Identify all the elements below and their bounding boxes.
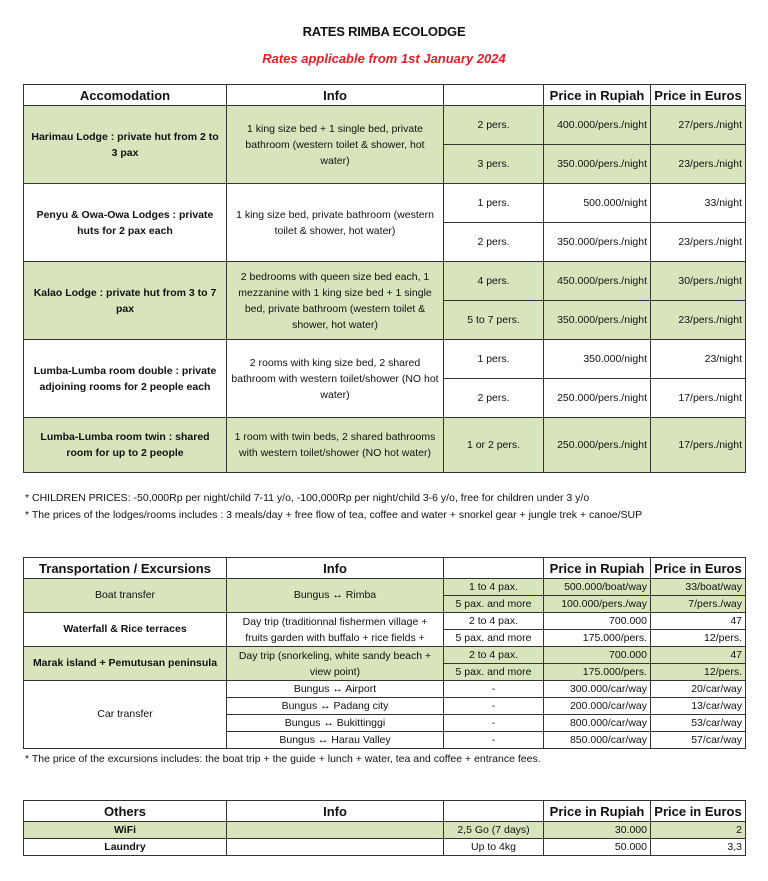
header-transport: Transportation / Excursions xyxy=(24,558,227,579)
price-euros: 23/pers./night xyxy=(651,223,746,262)
service-name: WiFi xyxy=(24,822,227,839)
transport-header-row xyxy=(24,558,746,579)
price-euros: 57/car/way xyxy=(651,732,746,749)
excursion-info: Day trip (traditionnal fishermen village + fruits garden with buffalo + rice fields + xyxy=(227,613,444,647)
table-row xyxy=(24,184,746,223)
lodge-name: Harimau Lodge : private hut from 2 to 3 pax xyxy=(24,106,227,184)
price-euros: 23/night xyxy=(651,340,746,379)
header-price-rupiah: Price in Rupiah xyxy=(544,558,651,579)
price-rupiah: 800.000/car/way xyxy=(544,715,651,732)
route-info: Bungus ↔ Padang city xyxy=(227,698,444,715)
table-row xyxy=(24,681,746,698)
price-euros: 23/pers./night xyxy=(651,301,746,340)
price-rupiah: 250.000/pers./night xyxy=(544,379,651,418)
lodge-name: Lumba-Lumba room twin : shared room for up to 2 people xyxy=(24,418,227,473)
price-rupiah: 500.000/night xyxy=(544,184,651,223)
pax: 5 pax. and more xyxy=(444,664,544,681)
lodge-inclusions-note: * The prices of the lodges/rooms includes : 3 meals/day + free flow of tea, coffee and water + snorkel gear + jungle trek + canoe/SUP xyxy=(25,509,643,521)
table-row xyxy=(24,579,746,596)
lodge-name: Lumba-Lumba room double : private adjoining rooms for 2 people each xyxy=(24,340,227,418)
pax: 2 to 4 pax. xyxy=(444,613,544,630)
price-euros: 12/pers. xyxy=(651,664,746,681)
price-euros: 23/pers./night xyxy=(651,145,746,184)
route-info: Bungus ↔ Airport xyxy=(227,681,444,698)
persons: 3 pers. xyxy=(444,145,544,184)
rates-validity-subtitle: Rates applicable from 1st January 2024 xyxy=(262,51,506,66)
price-rupiah: 450.000/pers./night xyxy=(544,262,651,301)
excursion-info: Bungus ↔ Rimba xyxy=(227,579,444,613)
persons: 2 pers. xyxy=(444,223,544,262)
table-row xyxy=(24,340,746,379)
price-euros: 13/car/way xyxy=(651,698,746,715)
accommodation-header-row xyxy=(24,85,746,106)
price-rupiah: 350.000/pers./night xyxy=(544,223,651,262)
persons: 2 pers. xyxy=(444,379,544,418)
price-euros: 53/car/way xyxy=(651,715,746,732)
price-rupiah: 200.000/car/way xyxy=(544,698,651,715)
price-rupiah: 250.000/pers./night xyxy=(544,418,651,473)
excursion-name: Boat transfer xyxy=(24,579,227,613)
price-euros: 17/pers./night xyxy=(651,379,746,418)
table-row xyxy=(24,262,746,301)
quantity: Up to 4kg xyxy=(444,839,544,856)
pax: 2 to 4 pax. xyxy=(444,647,544,664)
lodge-info: 1 king size bed + 1 single bed, private bathroom (western toilet & shower, hot water) xyxy=(227,106,444,184)
header-accommodation: Accomodation xyxy=(24,85,227,106)
excursion-name: Car transfer xyxy=(24,681,227,749)
others-header-row xyxy=(24,801,746,822)
price-rupiah: 175.000/pers. xyxy=(544,630,651,647)
price-euros: 12/pers. xyxy=(651,630,746,647)
document-title: RATES RIMBA ECOLODGE xyxy=(302,24,466,39)
price-rupiah: 700.000 xyxy=(544,647,651,664)
persons: 4 pers. xyxy=(444,262,544,301)
price-rupiah: 500.000/boat/way xyxy=(544,579,651,596)
pax: - xyxy=(444,715,544,732)
header-price-rupiah: Price in Rupiah xyxy=(544,85,651,106)
price-rupiah: 30.000 xyxy=(544,822,651,839)
pax: 5 pax. and more xyxy=(444,630,544,647)
table-row xyxy=(24,647,746,664)
price-euros: 7/pers./way xyxy=(651,596,746,613)
price-euros: 20/car/way xyxy=(651,681,746,698)
header-info: Info xyxy=(227,85,444,106)
price-euros: 33/boat/way xyxy=(651,579,746,596)
transport-table xyxy=(23,557,746,749)
price-euros: 2 xyxy=(651,822,746,839)
route-info: Bungus ↔ Bukittinggi xyxy=(227,715,444,732)
persons: 1 or 2 pers. xyxy=(444,418,544,473)
table-row xyxy=(24,839,746,856)
lodge-name: Penyu & Owa-Owa Lodges : private huts for 2 pax each xyxy=(24,184,227,262)
price-euros: 33/night xyxy=(651,184,746,223)
service-info xyxy=(227,822,444,839)
price-rupiah: 175.000/pers. xyxy=(544,664,651,681)
lodge-name: Kalao Lodge : private hut from 3 to 7 pax xyxy=(24,262,227,340)
pax: 5 pax. and more xyxy=(444,596,544,613)
price-euros: 47 xyxy=(651,647,746,664)
price-rupiah: 350.000/pers./night xyxy=(544,301,651,340)
persons: 1 pers. xyxy=(444,184,544,223)
excursion-name: Waterfall & Rice terraces xyxy=(24,613,227,647)
price-rupiah: 350.000/night xyxy=(544,340,651,379)
persons: 2 pers. xyxy=(444,106,544,145)
pax: - xyxy=(444,732,544,749)
price-rupiah: 850.000/car/way xyxy=(544,732,651,749)
header-info: Info xyxy=(227,801,444,822)
price-euros: 3,3 xyxy=(651,839,746,856)
excursion-inclusions-note: * The price of the excursions includes: the boat trip + the guide + lunch + water, tea and coffee + entrance fees. xyxy=(25,753,541,765)
price-rupiah: 350.000/pers./night xyxy=(544,145,651,184)
header-info: Info xyxy=(227,558,444,579)
pax: 1 to 4 pax. xyxy=(444,579,544,596)
price-rupiah: 300.000/car/way xyxy=(544,681,651,698)
price-rupiah: 400.000/pers./night xyxy=(544,106,651,145)
price-euros: 27/pers./night xyxy=(651,106,746,145)
header-others: Others xyxy=(24,801,227,822)
table-row xyxy=(24,613,746,630)
price-euros: 17/pers./night xyxy=(651,418,746,473)
header-price-euros: Price in Euros xyxy=(651,801,746,822)
others-table xyxy=(23,800,746,856)
lodge-info: 1 king size bed, private bathroom (western toilet & shower, hot water) xyxy=(227,184,444,262)
price-rupiah: 50.000 xyxy=(544,839,651,856)
header-price-rupiah: Price in Rupiah xyxy=(544,801,651,822)
persons: 5 to 7 pers. xyxy=(444,301,544,340)
pax: - xyxy=(444,698,544,715)
price-rupiah: 100.000/pers./way xyxy=(544,596,651,613)
excursion-name: Marak island + Pemutusan peninsula xyxy=(24,647,227,681)
header-price-euros: Price in Euros xyxy=(651,558,746,579)
service-name: Laundry xyxy=(24,839,227,856)
table-row xyxy=(24,418,746,473)
pax: - xyxy=(444,681,544,698)
children-prices-note: * CHILDREN PRICES: -50,000Rp per night/child 7-11 y/o, -100,000Rp per night/child 3-6 y/o, free for children under 3 y/o xyxy=(25,492,590,504)
quantity: 2,5 Go (7 days) xyxy=(444,822,544,839)
table-row xyxy=(24,822,746,839)
header-persons xyxy=(444,85,544,106)
lodge-info: 1 room with twin beds, 2 shared bathrooms with western toilet/shower (NO hot water) xyxy=(227,418,444,473)
lodge-info: 2 rooms with king size bed, 2 shared bathroom with western toilet/shower (NO hot water) xyxy=(227,340,444,418)
price-rupiah: 700.000 xyxy=(544,613,651,630)
accommodation-table xyxy=(23,84,746,473)
header-price-euros: Price in Euros xyxy=(651,85,746,106)
route-info: Bungus ↔ Harau Valley xyxy=(227,732,444,749)
header-quantity xyxy=(444,801,544,822)
table-row xyxy=(24,106,746,145)
header-pax xyxy=(444,558,544,579)
persons: 1 pers. xyxy=(444,340,544,379)
lodge-info: 2 bedrooms with queen size bed each, 1 mezzanine with 1 king size bed + 1 single bed, private bathroom (western toilet & shower, hot water) xyxy=(227,262,444,340)
excursion-info: Day trip (snorkeling, white sandy beach + view point) xyxy=(227,647,444,681)
price-euros: 47 xyxy=(651,613,746,630)
price-euros: 30/pers./night xyxy=(651,262,746,301)
service-info xyxy=(227,839,444,856)
